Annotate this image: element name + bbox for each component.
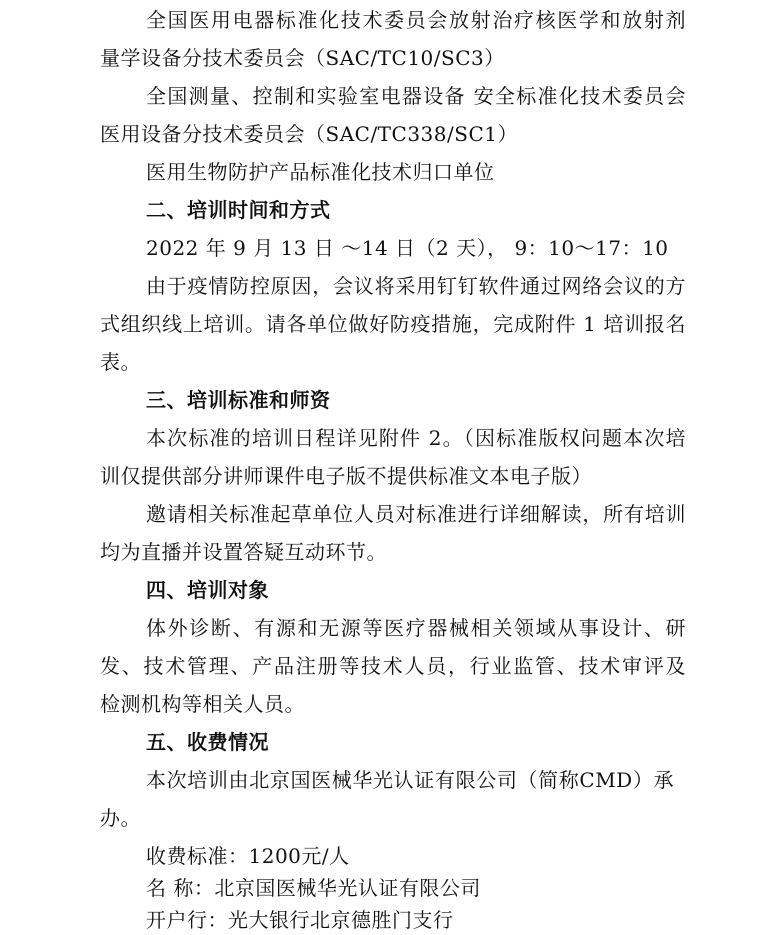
org-line-1a: 全国医用电器标准化技术委员会放射治疗核医学和放射剂 xyxy=(146,8,686,32)
audience-line-2: 发、技术管理、产品注册等技术人员，行业监管、技术审评及 xyxy=(100,654,686,678)
standard-line-1: 本次标准的培训日程详见附件 2。（因标准版权问题本次培 xyxy=(146,426,686,450)
fee-standard: 收费标准：1200元/人 xyxy=(146,844,350,868)
audience-line-3: 检测机构等相关人员。 xyxy=(100,692,305,716)
teachers-line-2: 均为直播并设置答疑互动环节。 xyxy=(100,540,387,564)
standard-line-2: 训仅提供部分讲师课件电子版不提供标准文本电子版） xyxy=(100,464,592,488)
account-bank: 开户行：光大银行北京德胜门支行 xyxy=(146,908,454,932)
fee-line-1: 本次培训由北京国医械华光认证有限公司（简称CMD）承 xyxy=(146,768,674,792)
training-method-2: 式组织线上培训。请各单位做好防疫措施，完成附件 1 培训报名 xyxy=(100,312,686,336)
training-method-3: 表。 xyxy=(100,350,141,374)
org-line-3: 医用生物防护产品标准化技术归口单位 xyxy=(146,160,495,184)
training-time: 2022 年 9 月 13 日 ～14 日（2 天）， 9：10～17：10 xyxy=(146,236,669,260)
teachers-line-1: 邀请相关标准起草单位人员对标准进行详细解读，所有培训 xyxy=(146,502,686,526)
section-heading-5: 五、收费情况 xyxy=(146,730,269,754)
org-line-2b: 医用设备分技术委员会（SAC/TC338/SC1） xyxy=(100,122,518,146)
org-line-2a: 全国测量、控制和实验室电器设备 安全标准化技术委员会 xyxy=(146,84,686,108)
org-line-1b: 量学设备分技术委员会（SAC/TC10/SC3） xyxy=(100,46,505,70)
section-heading-4: 四、培训对象 xyxy=(146,578,269,602)
section-heading-3: 三、培训标准和师资 xyxy=(146,388,331,412)
audience-line-1: 体外诊断、有源和无源等医疗器械相关领域从事设计、研 xyxy=(146,616,686,640)
section-heading-2: 二、培训时间和方式 xyxy=(146,198,331,222)
account-name: 名 称：北京国医械华光认证有限公司 xyxy=(146,876,481,900)
fee-line-2: 办。 xyxy=(100,806,141,830)
training-method-1: 由于疫情防控原因，会议将采用钉钉软件通过网络会议的方 xyxy=(146,274,686,298)
